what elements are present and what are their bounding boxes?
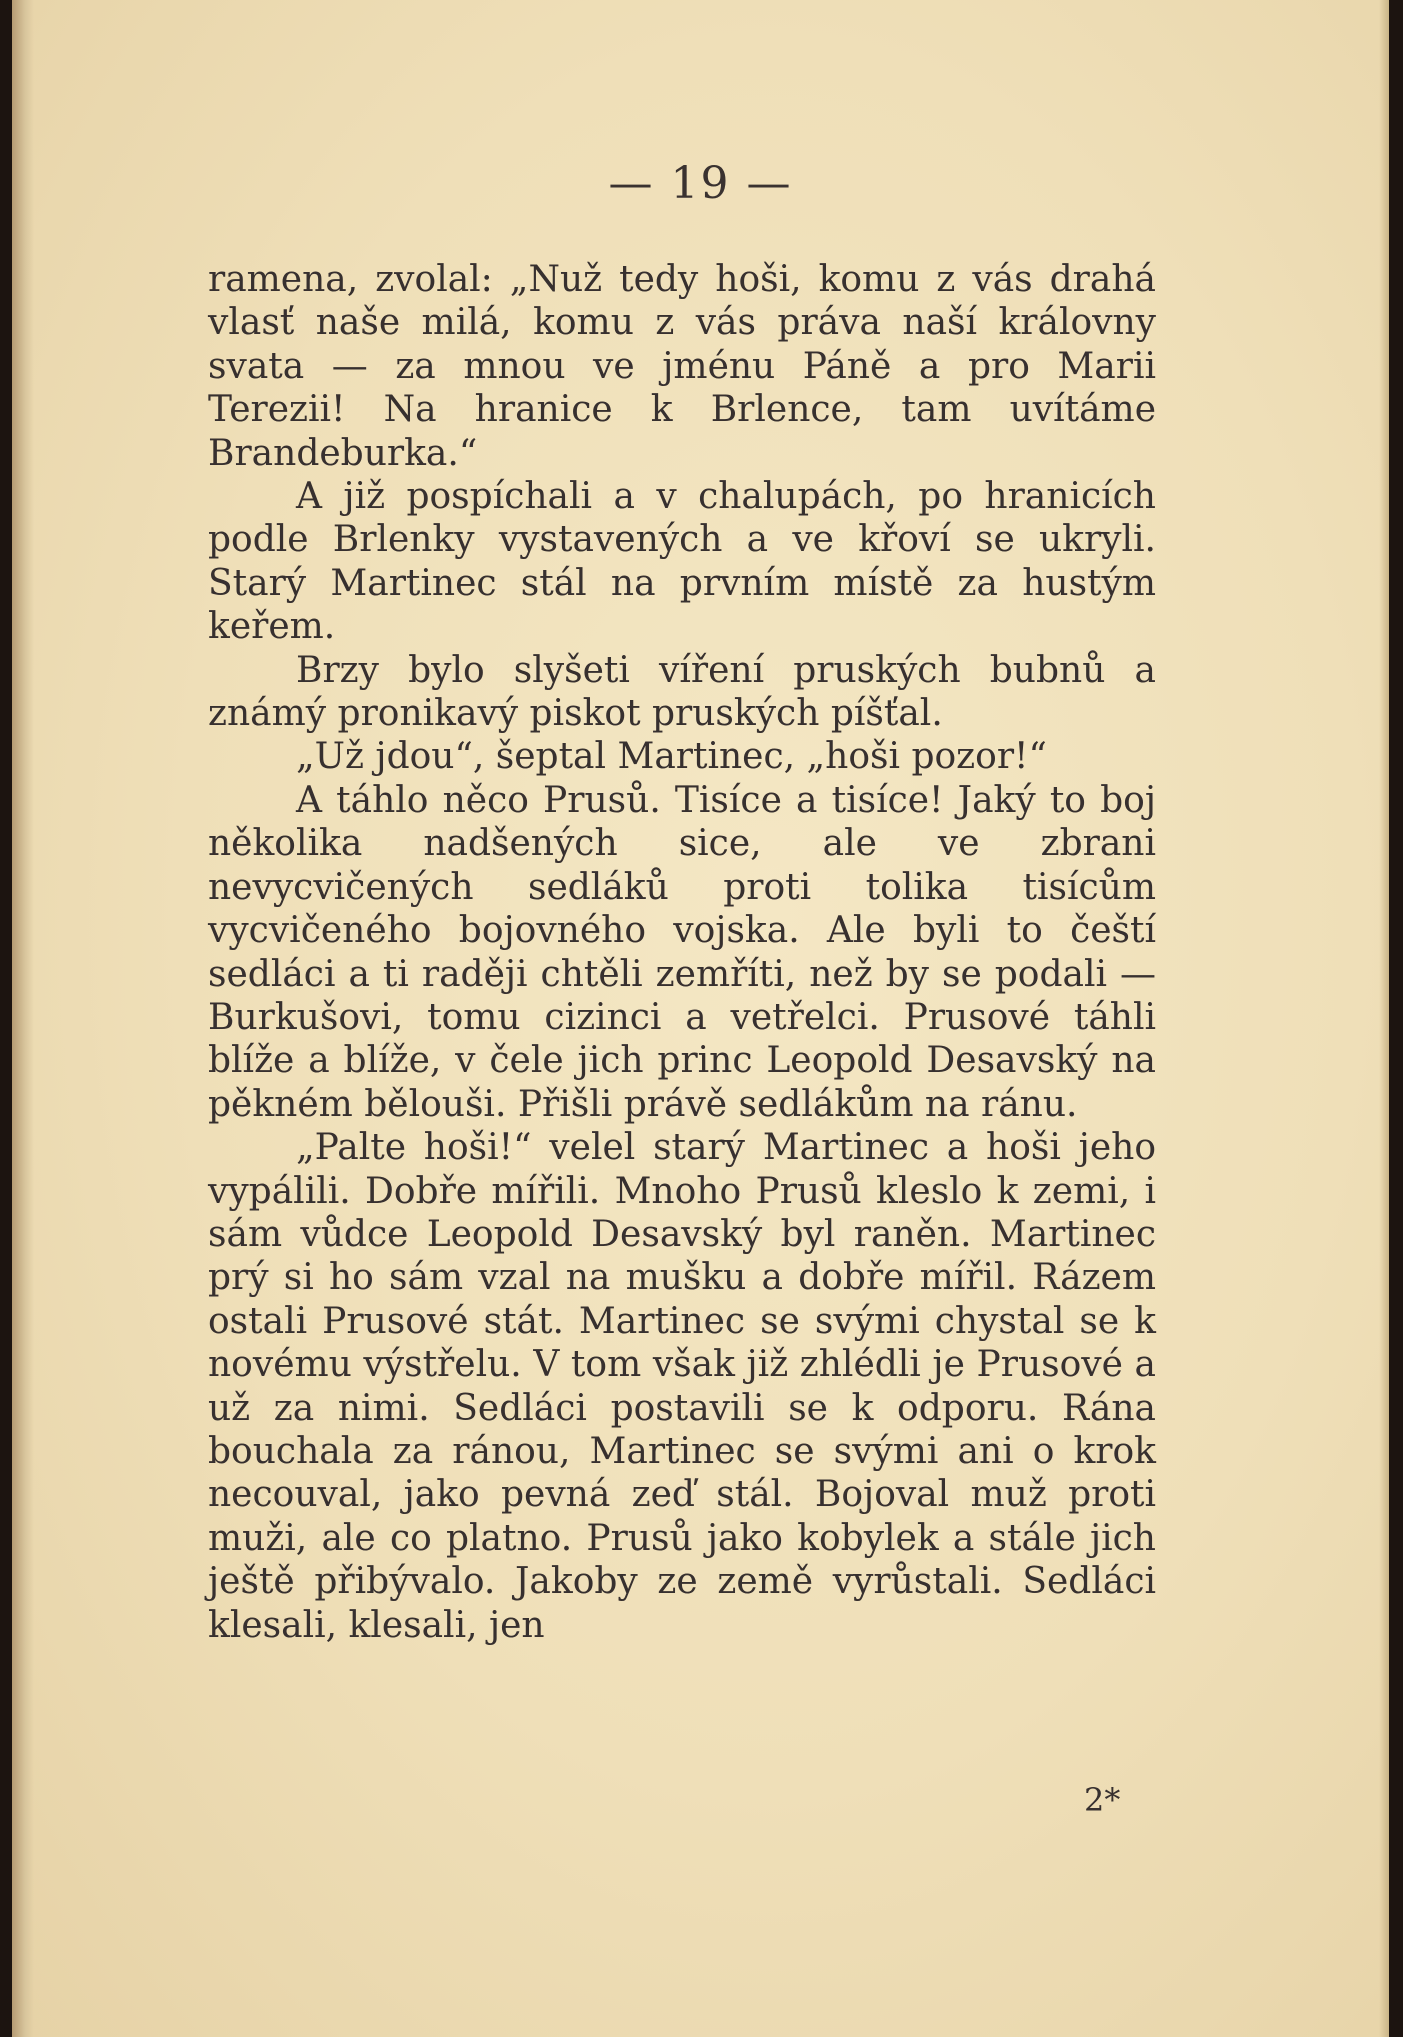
paragraph: „Palte hoši!“ velel starý Martinec a hoši jeho vypálili. Dobře mířili. Mnoho Prusů kleslo k zemi, i sám vůdce Leopold Desavský byl raněn. Martinec prý si ho sám vzal na mušku a dobře mířil. Rázem ostali Prusové stát. Martinec se svými chystal se k novému výstřelu. V tom však již zhlédli je Prusové a už za nimi. Sedláci postavili se k odporu. Rána bouchala za ránou, Martinec se svými ani o krok necouval, jako pevná zeď stál. Bojoval muž proti muži, ale co platno. Prusů jako kobylek a stále jich ještě přibývalo. Jakoby ze země vyrůstali. Sedláci klesali, klesali, jen [208, 1127, 1156, 1646]
paragraph: A táhlo něco Prusů. Tisíce a tisíce! Jaký to boj několika nadšených sice, ale ve zbrani nevycvičených sedláků proti tolika tisícům vycvičeného bojovného vojska. Ale byli to čeští sedláci a ti raději chtěli zemříti, než by se podali — Burkušovi, tomu cizinci a vetřelci. Prusové táhli blíže a blíže, v čele jich princ Leopold Desavský na pěkném bělouši. Přišli právě sedlákům na ránu. [208, 779, 1156, 1125]
signature-mark: 2* [1084, 1781, 1121, 1819]
page-gutter [12, 0, 34, 2037]
page-number: — 19 — [608, 158, 793, 209]
book-page [12, 0, 1389, 2037]
body-text [208, 258, 1156, 1647]
page-edge [1379, 0, 1389, 2037]
paragraph: A již pospíchali a v chalupách, po hranicích podle Brlenky vystavených a ve křoví se ukryli. Starý Martinec stál na prvním místě za hustým keřem. [208, 476, 1156, 648]
paragraph: Brzy bylo slyšeti víření pruských bubnů a známý pronikavý piskot pruských píšťal. [208, 649, 1156, 735]
paragraph: „Už jdou“, šeptal Martinec, „hoši pozor!“ [296, 736, 1047, 778]
paragraph: ramena, zvolal: „Nuž tedy hoši, komu z vás drahá vlasť naše milá, komu z vás práva naší královny svata — za mnou ve jménu Páně a pro Marii Terezii! Na hranice k Brlence, tam uvítáme Brandeburka.“ [208, 259, 1156, 474]
